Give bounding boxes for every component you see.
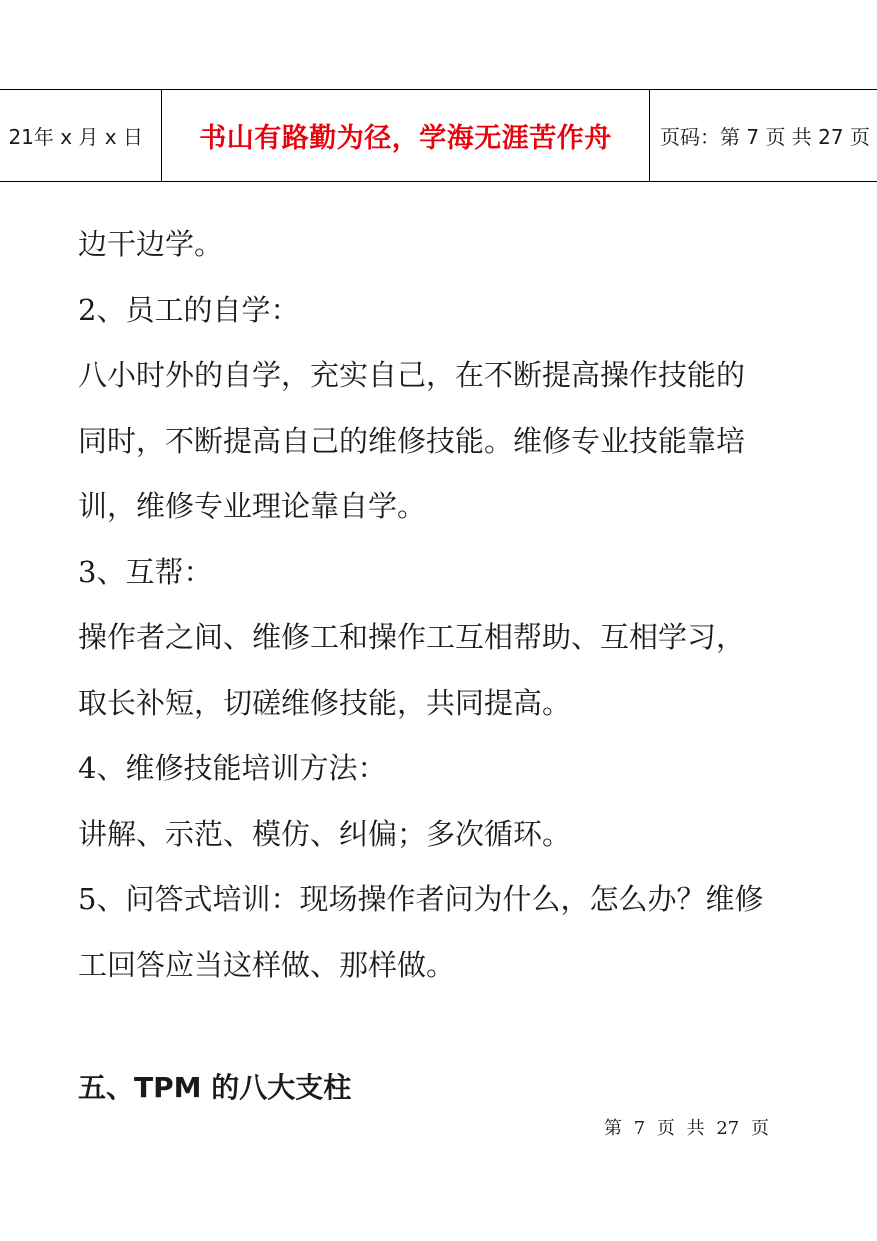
- body-line: 2、员工的自学：: [78, 292, 300, 327]
- body-line: 同时，不断提高自己的维修技能。维修专业技能靠培: [78, 423, 746, 458]
- header-page-number: 页码：第 7 页 共 27 页: [660, 125, 870, 149]
- document-body: [78, 212, 768, 998]
- header-date: 21年 x 月 x 日: [0, 90, 162, 181]
- body-line: 取长补短，切磋维修技能，共同提高。: [78, 685, 572, 720]
- section-heading: 五、TPM 的八大支柱: [78, 1071, 352, 1104]
- page-header: [0, 89, 877, 182]
- body-line: 八小时外的自学，充实自己，在不断提高操作技能的: [78, 358, 746, 392]
- body-line: 工回答应当这样做、那样做。: [78, 947, 456, 982]
- body-line: 3、互帮：: [78, 554, 213, 589]
- body-line: 操作者之间、维修工和操作工互相帮助、互相学习，: [78, 620, 746, 654]
- body-line: 边干边学。: [78, 227, 224, 261]
- body-line: 5、问答式培训：现场操作者问为什么，怎么办？维修: [78, 882, 764, 916]
- body-line: 讲解、示范、模仿、纠偏；多次循环。: [78, 816, 572, 851]
- body-line: 4、维修技能培训方法：: [78, 751, 387, 785]
- body-line: 训，维修专业理论靠自学。: [78, 489, 427, 523]
- header-motto: 书山有路勤为径，学海无涯苦作舟: [162, 90, 650, 181]
- page-footer: 第 7 页 共 27 页: [604, 1118, 769, 1139]
